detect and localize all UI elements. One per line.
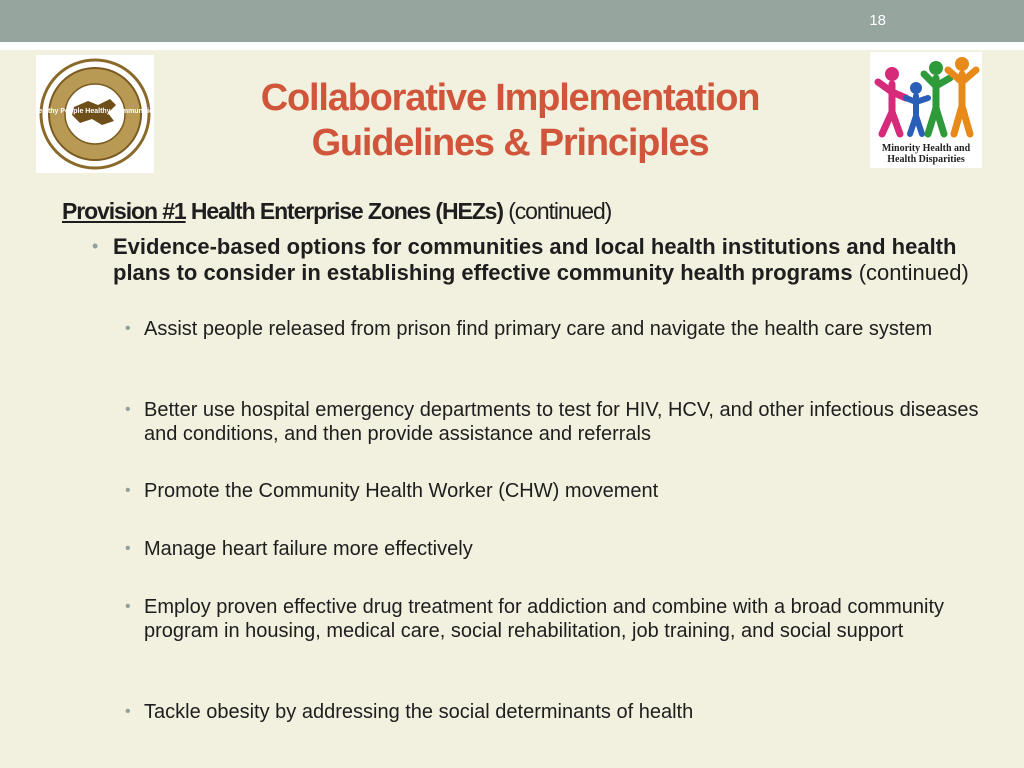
people-figures-icon xyxy=(870,52,982,142)
list-item: Promote the Community Health Worker (CHW) movement xyxy=(144,480,659,502)
caption-line-2: Health Disparities xyxy=(887,154,965,165)
list-item: Assist people released from prison find primary care and navigate the health care system xyxy=(144,318,933,340)
provision-label: Provision #1 xyxy=(62,198,186,224)
continued-label: (continued) xyxy=(502,198,612,224)
title-line-1: Collaborative Implementation xyxy=(260,77,760,119)
slide-subtitle xyxy=(62,198,611,225)
bullet-icon: • xyxy=(125,598,131,615)
minority-health-logo xyxy=(870,52,982,168)
seal-icon xyxy=(36,55,154,173)
bullet-icon: • xyxy=(125,540,131,557)
list-item: Manage heart failure more effectively xyxy=(144,538,473,560)
list-item: Employ proven effective drug treatment for addiction and combine with a broad community program in housing, medical care, social rehabilitation, job training, and social support xyxy=(144,596,945,642)
top-bar xyxy=(0,0,1024,42)
main-bullet xyxy=(113,234,993,286)
slide-title xyxy=(180,76,840,166)
logo-caption xyxy=(870,143,982,165)
bullet-icon: • xyxy=(125,482,131,499)
seal-text: Healthy People Healthy Communities xyxy=(36,108,154,115)
bullet-icon: • xyxy=(125,320,131,337)
main-bullet-bold: Evidence-based options for communities and local health institutions and health plans to consider in establishing effective community health programs xyxy=(113,234,957,285)
list-item: Better use hospital emergency departments to test for HIV, HCV, and other infectious diseases and conditions, and then provide assistance and referrals xyxy=(144,399,979,445)
zone-label: Health Enterprise Zones (HEZs) xyxy=(185,198,503,224)
bullet-icon: • xyxy=(125,703,131,720)
page-number: 18 xyxy=(869,12,886,29)
bullet-icon: • xyxy=(125,401,131,418)
main-bullet-continued: (continued) xyxy=(852,260,969,285)
title-line-2: Guidelines & Principles xyxy=(311,122,709,164)
healthy-communities-logo xyxy=(36,55,154,173)
caption-line-1: Minority Health and xyxy=(881,143,971,154)
bullet-icon: • xyxy=(92,236,99,256)
top-bar-divider xyxy=(0,42,1024,50)
list-item: Tackle obesity by addressing the social determinants of health xyxy=(144,701,694,723)
